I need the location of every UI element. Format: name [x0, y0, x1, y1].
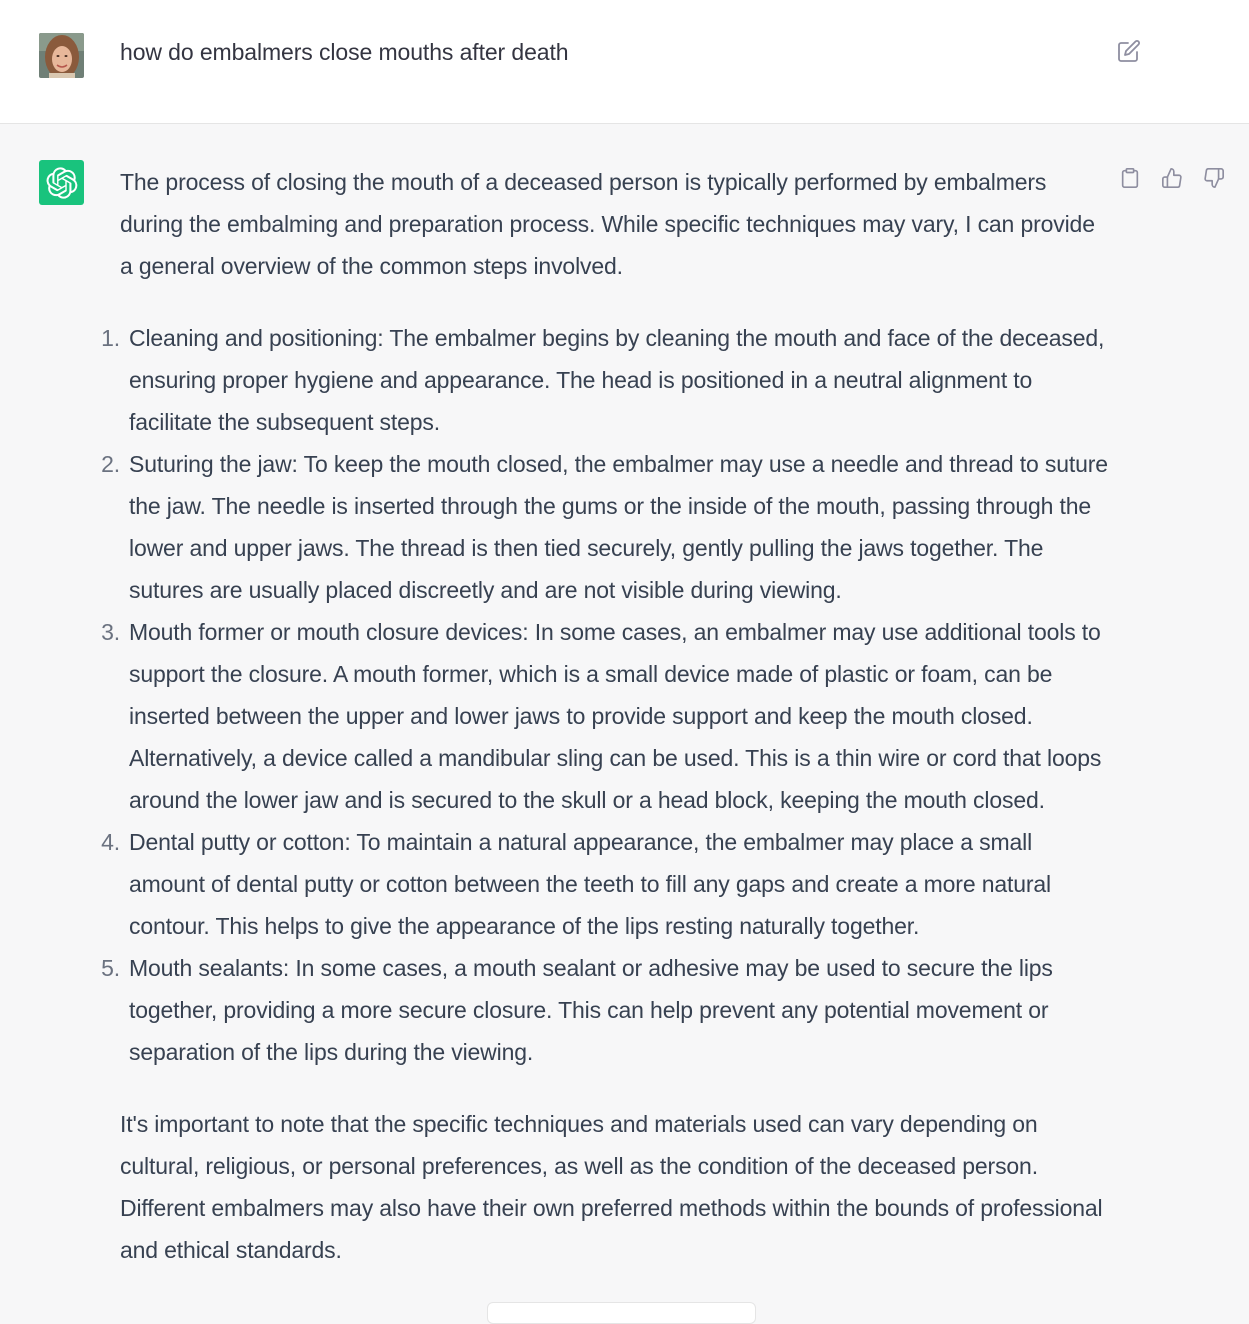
- user-avatar: [39, 33, 84, 78]
- intro-paragraph: The process of closing the mouth of a deceased person is typically performed by embalmers during the embalming and preparation process. While specific techniques may vary, I can provide a general overview of the common steps involved.: [120, 169, 1095, 279]
- list-item-text: Cleaning and positioning: The embalmer begins by cleaning the mouth and face of the deceased, ensuring proper hygiene and appearance. The head is positioned in a neutral alignment to facilitate the subsequent steps.: [129, 325, 1105, 435]
- user-message-text: how do embalmers close mouths after death: [120, 39, 569, 65]
- conclusion-paragraph: It's important to note that the specific techniques and materials used can vary depending on cultural, religious, or personal preferences, as well as the condition of the deceased person. Different embalmers may also have their own preferred methods within the bounds of professional and ethical standards.: [120, 1111, 1103, 1263]
- user-message-row: [0, 0, 1249, 124]
- list-item: [101, 821, 1110, 947]
- regenerate-button-edge[interactable]: [487, 1302, 756, 1324]
- list-item-number: 1.: [101, 325, 120, 351]
- list-item: [101, 443, 1110, 611]
- steps-list: [101, 317, 1110, 1073]
- assistant-message-row: [0, 124, 1249, 1310]
- list-item-text: Mouth former or mouth closure devices: In some cases, an embalmer may use additional tools to support the closure. A mouth former, which is a small device made of plastic or foam, can be inserted between the upper and lower jaws to provide support and keep the mouth closed. Alternatively, a device called a mandibular sling can be used. This is a thin wire or cord that loops around the lower jaw and is secured to the skull or a head block, keeping the mouth closed.: [129, 619, 1102, 813]
- thumbs-up-icon[interactable]: [1158, 164, 1186, 192]
- list-item-number: 2.: [101, 451, 120, 477]
- edit-icon[interactable]: [1114, 36, 1144, 66]
- list-item: [101, 947, 1110, 1073]
- list-item-number: 4.: [101, 829, 120, 855]
- clipboard-icon[interactable]: [1116, 164, 1144, 192]
- list-item-text: Dental putty or cotton: To maintain a natural appearance, the embalmer may place a small amount of dental putty or cotton between the teeth to fill any gaps and create a more natural contour. This helps to give the appearance of the lips resting naturally together.: [129, 829, 1051, 939]
- list-item-text: Suturing the jaw: To keep the mouth closed, the embalmer may use a needle and thread to suture the jaw. The needle is inserted through the gums or the inside of the mouth, passing through the lower and upper jaws. The thread is then tied securely, gently pulling the jaws together. The sutures are usually placed discreetly and are not visible during viewing.: [129, 451, 1108, 603]
- list-item-number: 5.: [101, 955, 120, 981]
- list-item: [101, 611, 1110, 821]
- list-item: [101, 317, 1110, 443]
- thumbs-down-icon[interactable]: [1200, 164, 1228, 192]
- assistant-message-content: [101, 161, 1110, 1271]
- openai-logo-icon: [39, 160, 84, 205]
- list-item-number: 3.: [101, 619, 120, 645]
- list-item-text: Mouth sealants: In some cases, a mouth sealant or adhesive may be used to secure the lips together, providing a more secure closure. This can help prevent any potential movement or separation of the lips during the viewing.: [129, 955, 1053, 1065]
